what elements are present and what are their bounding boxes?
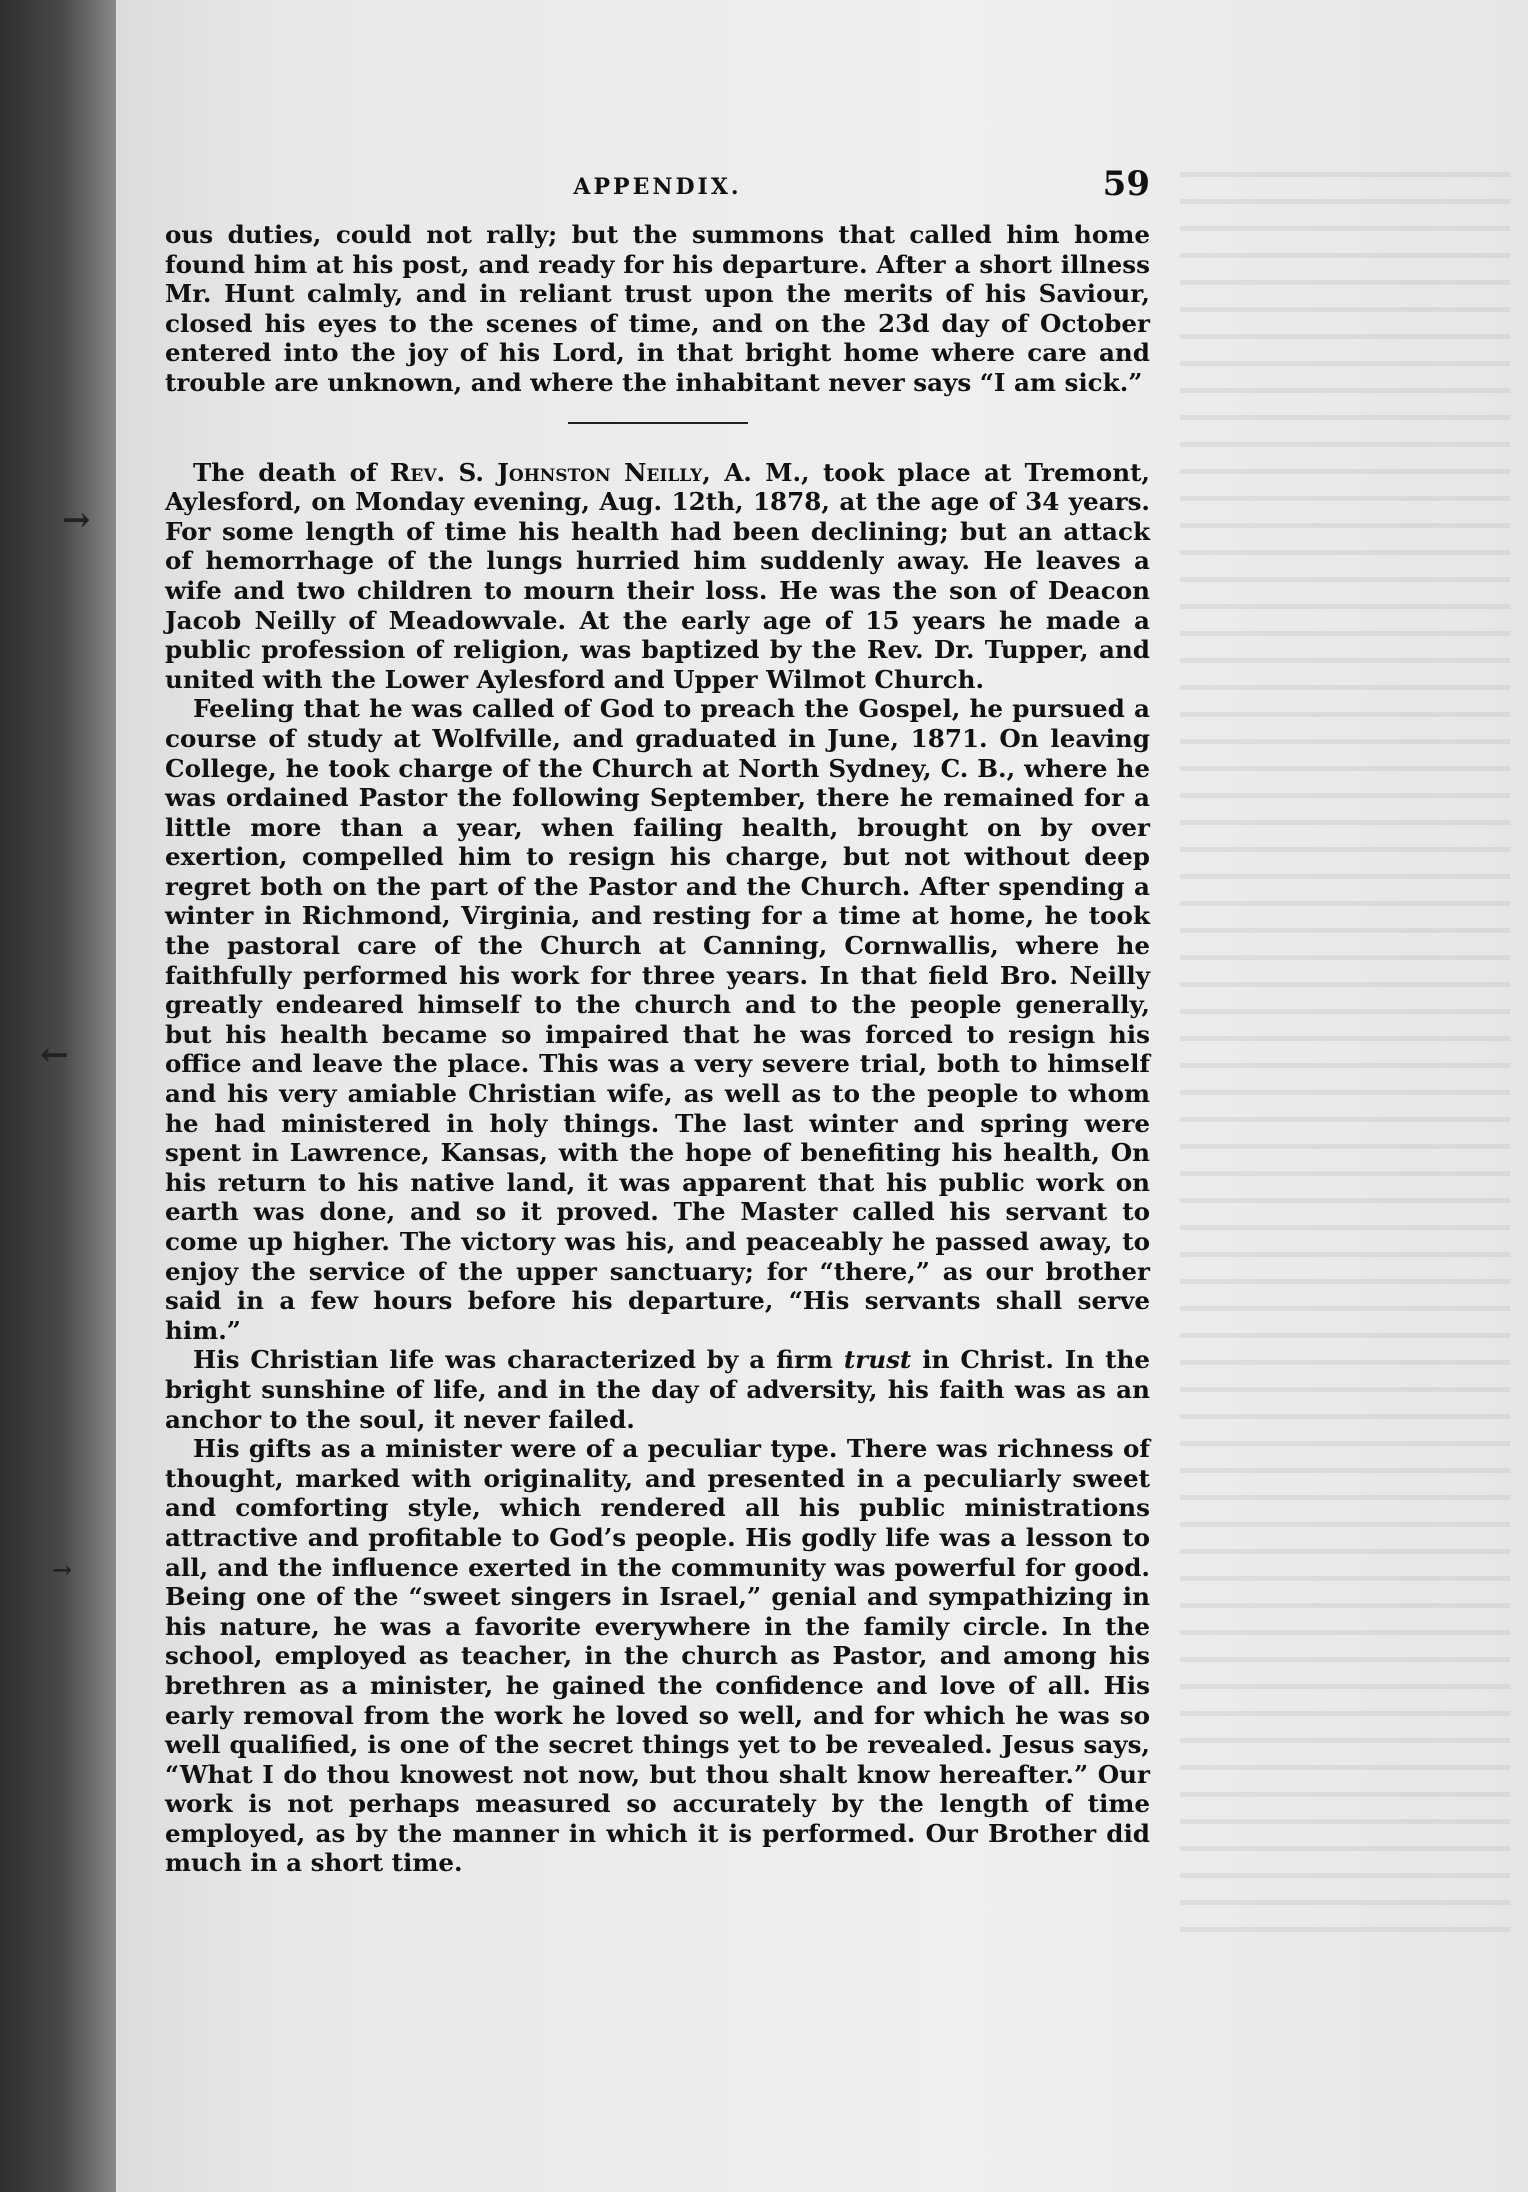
page-number: 59 bbox=[1102, 164, 1150, 204]
paragraph-lead-text: His Christian life was characterized by a firm bbox=[193, 1345, 844, 1375]
running-head bbox=[165, 160, 1150, 220]
section-divider bbox=[568, 422, 748, 424]
paragraph-gifts: His gifts as a minister were of a peculiar type. There was richness of thought, marked with originality, and presented in a peculiarly sweet and comforting style, which rendered all his public ministrations attractive and profitable to God’s people. His godly life was a lesson to all, and the influence exerted in the community was powerful for good. Being one of the “sweet singers in Israel,” genial and sympathizing in his nature, he was a favorite everywhere in the family circle. In the school, employed as teacher, in the church as Pastor, and among his brethren as a minister, he gained the confidence and love of all. His early removal from the work he loved so well, and for which he was so well qualified, is one of the secret things yet to be revealed. Jesus says, “What I do thou knowest not now, but thou shalt know hereafter.” Our work is not perhaps measured so accurately by the length of time employed, as by the manner in which it is performed. Our Brother did much in a short time. bbox=[165, 1434, 1150, 1878]
book-gutter bbox=[0, 0, 116, 2192]
body-text bbox=[165, 220, 1150, 1878]
paragraph-neilly-death bbox=[165, 458, 1150, 695]
paragraph-body-text: in Christ. In the bright sunshine of life, and in the day of adversity, his faith was as an anchor to the soul, it never failed. bbox=[165, 1345, 1150, 1434]
paragraph-christian-life bbox=[165, 1345, 1150, 1434]
deceased-name: Rev. S. Johnston Neilly bbox=[389, 457, 703, 487]
facing-page-bleed-through bbox=[1180, 150, 1510, 1950]
page-content bbox=[165, 160, 1150, 1878]
italic-word: trust bbox=[843, 1345, 912, 1375]
paragraph-body-text: , A. M., took place at Tremont, Aylesford, on Monday evening, Aug. 12th, 1878, at the age of 34 years. For some length of time his health had been declining; but an attack of hemorrhage of the lungs hurried him suddenly away. He leaves a wife and two children to mourn their loss. He was the son of Deacon Jacob Neilly of Meadowvale. At the early age of 15 years he made a public profession of religion, was baptized by the Rev. Dr. Tupper, and united with the Lower Aylesford and Upper Wilmot Church. bbox=[165, 457, 1150, 694]
margin-arrow-mark: ← bbox=[40, 1035, 69, 1075]
margin-arrow-mark: → bbox=[62, 500, 91, 540]
paragraph-hunt-conclusion: ous duties, could not rally; but the summons that called him home found him at his post, and ready for his departure. After a short illness Mr. Hunt calmly, and in reliant trust upon the merits of his Saviour, closed his eyes to the scenes of time, and on the 23d day of October entered into the joy of his Lord, in that bright home where care and trouble are unknown, and where the inhabitant never says “I am sick.” bbox=[165, 220, 1150, 397]
margin-arrow-mark: → bbox=[52, 1555, 73, 1584]
paragraph-lead-text: The death of bbox=[193, 457, 390, 487]
paragraph-ministry: Feeling that he was called of God to preach the Gospel, he pursued a course of study at Wolfville, and graduated in June, 1871. On leaving College, he took charge of the Church at North Sydney, C. B., where he was ordained Pastor the following September, there he remained for a little more than a year, when failing health, brought on by over exertion, compelled him to resign his charge, but not without deep regret both on the part of the Pastor and the Church. After spending a winter in Richmond, Virginia, and resting for a time at home, he took the pastoral care of the Church at Canning, Cornwallis, where he faithfully performed his work for three years. In that field Bro. Neilly greatly endeared himself to the church and to the people generally, but his health became so impaired that he was forced to resign his office and leave the place. This was a very severe trial, both to himself and his very amiable Christian wife, as well as to the people to whom he had ministered in holy things. The last winter and spring were spent in Lawrence, Kansas, with the hope of benefiting his health, On his return to his native land, it was apparent that his public work on earth was done, and so it proved. The Master called his servant to come up higher. The victory was his, and peaceably he passed away, to enjoy the service of the upper sanctuary; for “there,” as our brother said in a few hours before his departure, “His servants shall serve him.” bbox=[165, 694, 1150, 1345]
running-title: APPENDIX. bbox=[573, 174, 742, 200]
